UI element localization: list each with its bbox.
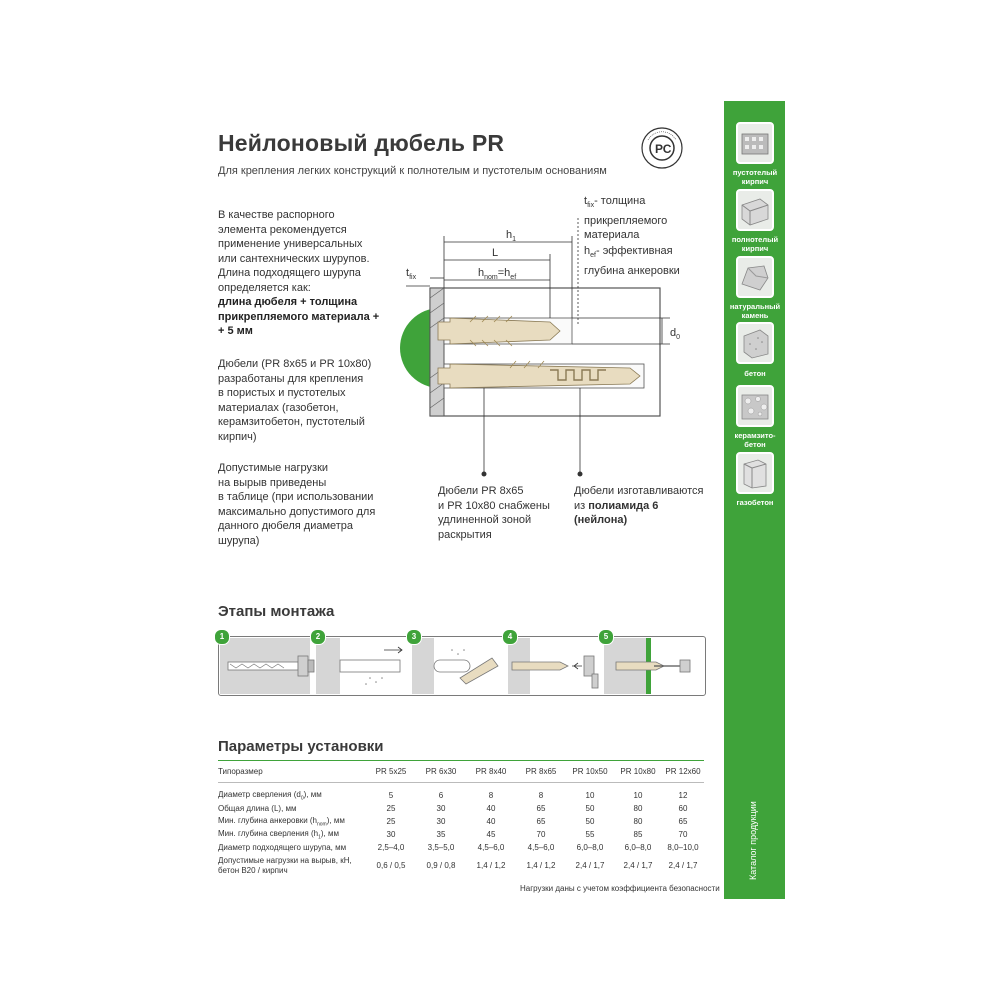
concrete-icon <box>736 322 774 364</box>
loads-line: на вырыв приведены <box>218 476 327 489</box>
table-cell: 40 <box>486 817 496 826</box>
column-header: PR 10x50 <box>572 767 608 776</box>
legend-tfix: $t_{fix}-$ толщина прикрепляемого материала <box>584 195 668 242</box>
table-cell: 35 <box>436 830 446 839</box>
loads-line: шурупа) <box>218 534 260 547</box>
sidebar-label: натуральный камень <box>729 302 781 320</box>
row-label: Диаметр подходящего шурупа, мм <box>218 843 347 852</box>
page-title: Нейлоновый дюбель PR <box>218 130 505 156</box>
column-header: PR 8x65 <box>525 767 557 776</box>
table-cell: 10 <box>585 791 595 800</box>
table-cell: 1,4 / 1,2 <box>526 860 556 870</box>
loads-line: данного дюбеля диаметра <box>218 520 354 532</box>
porous-line: Дюбели (PR 8x65 и PR 10x80) <box>218 358 372 370</box>
intro-line: или сантехнических шурупов. <box>218 252 370 265</box>
params-table <box>218 763 704 876</box>
table-cell: 8,0–10,0 <box>667 843 699 852</box>
porous-line: кирпич) <box>218 430 257 443</box>
hollow-brick-icon <box>736 122 774 164</box>
table-header-row <box>218 763 704 780</box>
intro-line: определяется как: <box>218 281 311 294</box>
table-row <box>218 789 704 802</box>
intro-line: элемента рекомендуется <box>218 223 347 236</box>
table-row <box>218 854 704 876</box>
loads-line: в таблице (при использовании <box>218 491 374 503</box>
table-cell: 2,4 / 1,7 <box>623 860 653 870</box>
table-cell: 40 <box>486 804 496 813</box>
loads-line: максимально допустимого для <box>218 505 376 518</box>
table-cell: 6 <box>438 791 444 800</box>
table-cell: 1,4 / 1,2 <box>476 860 506 870</box>
column-header: Типоразмер <box>218 767 263 776</box>
table-cell: 6,0–8,0 <box>624 843 652 852</box>
table-cell: 50 <box>585 804 595 813</box>
table-cell: 70 <box>536 830 546 839</box>
table-cell: 2,4 / 1,7 <box>575 860 605 870</box>
loads-paragraph <box>218 461 408 548</box>
table-cell: 25 <box>386 817 396 826</box>
intro-bold-line: + 5 мм <box>218 325 253 337</box>
table-cell: 85 <box>633 830 643 839</box>
intro-line: В качестве распорного <box>218 209 335 221</box>
column-header: PR 8x40 <box>475 767 507 776</box>
table-cell: 55 <box>585 830 595 839</box>
sidebar-label: пустотелый кирпич <box>732 168 778 186</box>
column-header: PR 10x80 <box>620 767 656 776</box>
sidebar-label: керамзито-бетон <box>734 431 776 449</box>
table-cell: 25 <box>386 804 396 813</box>
step-badge: 1 <box>214 629 230 645</box>
table-cell: 30 <box>436 817 446 826</box>
porous-line: разработаны для крепления <box>218 372 364 385</box>
table-cell: 8 <box>488 791 494 800</box>
table-footnote: Нагрузки даны с учетом коэффициента безопасности <box>520 884 720 893</box>
fixture-plate <box>430 288 444 416</box>
aerated-concrete-icon <box>736 452 774 494</box>
table-cell: 45 <box>486 830 496 839</box>
loads-line: Допустимые нагрузки <box>218 462 329 474</box>
table-row <box>218 802 704 815</box>
porous-line: материалах (газобетон, <box>218 401 339 414</box>
row-label: Диаметр сверления $(d_0)$, мм <box>218 789 322 802</box>
table-cell: 65 <box>536 817 546 826</box>
table-cell: 2,4 / 1,7 <box>668 860 698 870</box>
table-row <box>218 815 704 828</box>
table-row <box>218 841 704 854</box>
installation-steps-drawing <box>220 638 704 694</box>
intro-line: Длина подходящего шурупа <box>218 267 361 279</box>
table-cell: 8 <box>538 791 544 800</box>
table-row <box>218 828 704 841</box>
table-cell: 3,5–5,0 <box>427 843 455 852</box>
table-top-rule <box>218 760 704 761</box>
params-title: Параметры установки <box>218 738 384 755</box>
table-cell: 0,6 / 0,5 <box>376 860 406 870</box>
intro-paragraph <box>218 208 408 339</box>
porous-paragraph <box>218 357 408 444</box>
legend-hef: $h_{ef}-$ эффективная глубина анкеровки <box>584 245 680 277</box>
table-cell: 0,9 / 0,8 <box>426 860 456 870</box>
table-cell: 70 <box>678 830 688 839</box>
porous-line: в пористых и пустотелых <box>218 387 346 399</box>
sidebar-label: полнотелый кирпич <box>731 235 779 253</box>
step-badge: 4 <box>502 629 518 645</box>
dowel-long <box>438 364 640 388</box>
table-cell: 4,5–6,0 <box>527 843 555 852</box>
step-badge: 2 <box>310 629 326 645</box>
table-cell: 65 <box>678 817 688 826</box>
row-label: Мин. глубина анкеровки $(h_{nom})$, мм <box>218 815 345 828</box>
expanded-clay-concrete-icon <box>736 385 774 427</box>
dim-hnom-hef: $h_{nom}=h_{ef}$ <box>478 267 517 281</box>
dim-tfix: $t_{fix}$ <box>406 267 417 281</box>
dim-L: L <box>492 247 499 259</box>
column-header: PR 6x30 <box>425 767 457 776</box>
row-label: Общая длина (L), мм <box>218 804 297 813</box>
table-cell: 80 <box>633 804 643 813</box>
note-long-dowels: Дюбели PR 8x65 и PR 10x80 снабжены удлиненной зоной раскрытия <box>438 485 550 541</box>
table-cell: 65 <box>536 804 546 813</box>
natural-stone-icon <box>736 256 774 298</box>
certification-seal-icon <box>640 126 684 170</box>
solid-brick-icon <box>736 189 774 231</box>
stages-title: Этапы монтажа <box>218 603 335 620</box>
porous-line: керамзитобетон, пустотелый <box>218 416 365 428</box>
note-material: Дюбели изготавливаются из полиамида 6 (нейлона) <box>574 485 704 526</box>
sidebar-label: газобетон <box>736 498 774 507</box>
table-cell: 30 <box>386 830 396 839</box>
intro-bold-line: длина дюбеля + толщина <box>218 296 358 308</box>
table-cell: 2,5–4,0 <box>377 843 405 852</box>
table-cell: 10 <box>633 791 643 800</box>
catalog-vertical-label: Каталог продукции <box>748 801 758 880</box>
table-cell: 5 <box>388 791 394 800</box>
column-header: PR 12x60 <box>665 767 701 776</box>
dowel-short <box>438 318 560 344</box>
table-cell: 30 <box>436 804 446 813</box>
intro-bold-line: прикрепляемого материала + <box>218 310 380 323</box>
page-subtitle: Для крепления легких конструкций к полнотелым и пустотелым основаниям <box>218 165 607 177</box>
row-label: Мин. глубина сверления $(h_1)$, мм <box>218 828 339 841</box>
sidebar-label: бетон <box>744 369 766 378</box>
dim-h1: $h_1$ <box>506 229 517 243</box>
table-cell: 50 <box>585 817 595 826</box>
table-cell: 80 <box>633 817 643 826</box>
table-cell: 6,0–8,0 <box>576 843 604 852</box>
base-material <box>430 288 660 416</box>
row-label: Допустимые нагрузки на вырыв, кН, бетон В20 / кирпич <box>218 856 352 875</box>
intro-line: применение универсальных <box>218 238 363 250</box>
table-cell: 4,5–6,0 <box>477 843 505 852</box>
svg-text:РС: РС <box>655 142 672 156</box>
column-header: PR 5x25 <box>375 767 407 776</box>
step-badge: 5 <box>598 629 614 645</box>
table-cell: 60 <box>678 804 688 813</box>
dim-d0: $d_0$ <box>670 327 681 341</box>
step-badge: 3 <box>406 629 422 645</box>
table-cell: 12 <box>678 791 688 800</box>
